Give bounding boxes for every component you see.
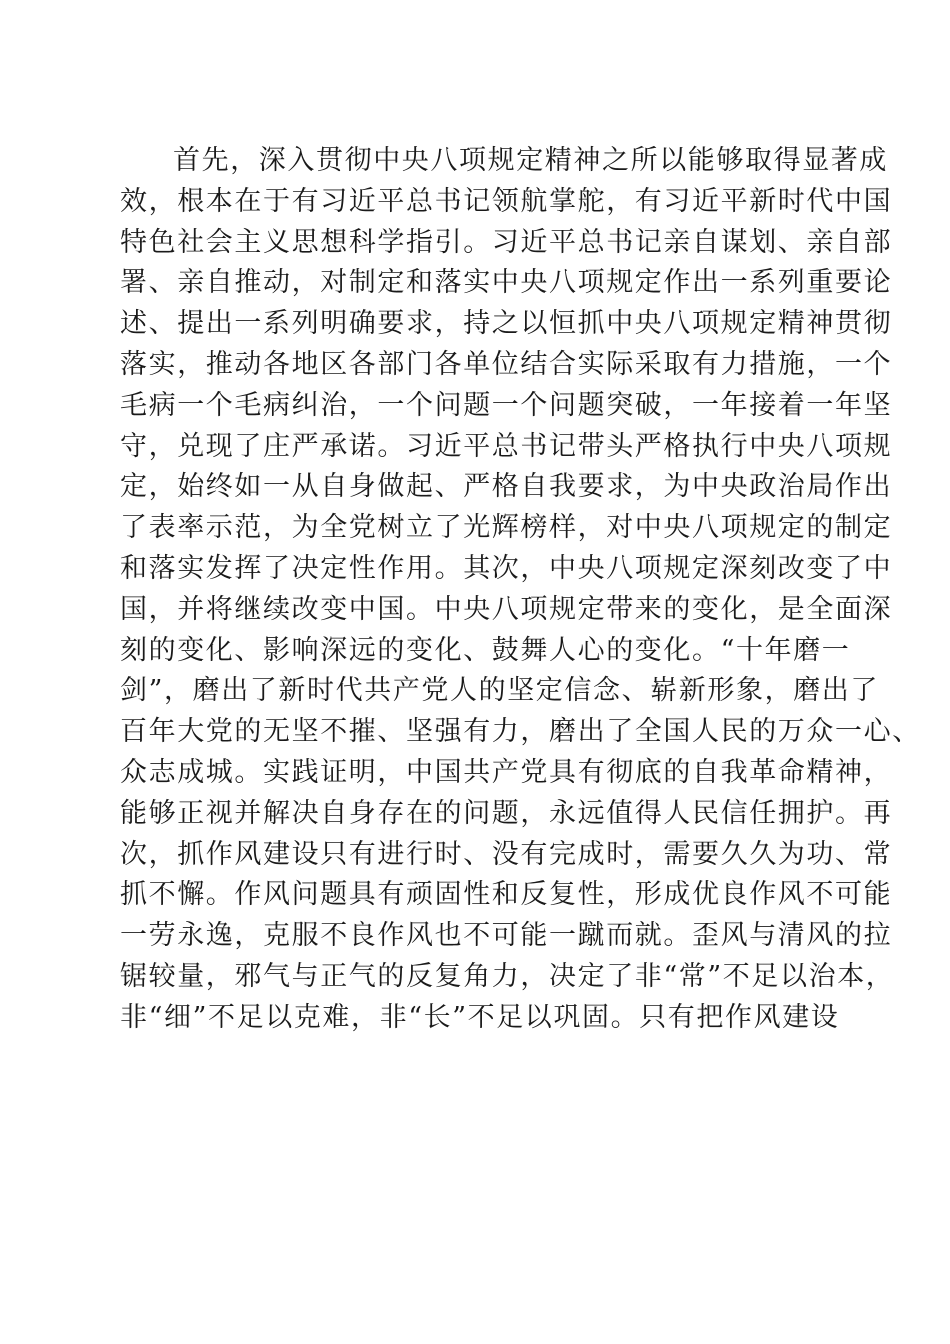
paragraph-line: 众志成城。实践证明，中国共产党具有彻底的自我革命精神， [120, 756, 893, 788]
paragraph-line: 抓不懈。作风问题具有顽固性和反复性，形成优良作风不可能 [120, 879, 893, 911]
paragraph-line: 了表率示范，为全党树立了光辉榜样，对中央八项规定的制定 [120, 512, 893, 544]
paragraph-line: 锯较量，邪气与正气的反复角力，决定了非“常”不足以治本， [120, 960, 895, 992]
paragraph-line: 述、提出一系列明确要求，持之以恒抓中央八项规定精神贯彻 [120, 308, 893, 340]
paragraph-line: 一劳永逸，克服不良作风也不可能一蹴而就。歪风与清风的拉 [120, 920, 893, 952]
body-paragraph [120, 141, 921, 1039]
paragraph-line: 首先，深入贯彻中央八项规定精神之所以能够取得显著成 [173, 145, 888, 176]
paragraph-line: 署、亲自推动，对制定和落实中央八项规定作出一系列重要论 [120, 267, 893, 299]
paragraph-line: 守，兑现了庄严承诺。习近平总书记带头严格执行中央八项规 [120, 430, 893, 462]
paragraph-line: 落实，推动各地区各部门各单位结合实际采取有力措施，一个 [120, 348, 893, 380]
paragraph-line: 能够正视并解决自身存在的问题，永远值得人民信任拥护。再 [120, 797, 893, 829]
paragraph-line: 百年大党的无坚不摧、坚强有力，磨出了全国人民的万众一心、 [120, 716, 921, 748]
paragraph-line: 次，抓作风建设只有进行时、没有完成时，需要久久为功、常 [120, 838, 893, 870]
paragraph-line: 剑”，磨出了新时代共产党人的坚定信念、崭新形象，磨出了 [120, 675, 880, 707]
paragraph-line: 特色社会主义思想科学指引。习近平总书记亲自谋划、亲自部 [120, 226, 893, 258]
paragraph-line: 非“细”不足以克难，非“长”不足以巩固。只有把作风建设 [120, 1001, 840, 1033]
paragraph-line: 定，始终如一从自身做起、严格自我要求，为中央政治局作出 [120, 471, 893, 503]
paragraph-line: 刻的变化、影响深远的变化、鼓舞人心的变化。“十年磨一 [120, 634, 851, 666]
paragraph-line: 国，并将继续改变中国。中央八项规定带来的变化，是全面深 [120, 593, 893, 625]
paragraph-line: 和落实发挥了决定性作用。其次，中央八项规定深刻改变了中 [120, 552, 893, 584]
paragraph-line: 毛病一个毛病纠治，一个问题一个问题突破，一年接着一年坚 [120, 389, 893, 421]
paragraph-line: 效，根本在于有习近平总书记领航掌舵，有习近平新时代中国 [120, 185, 893, 217]
